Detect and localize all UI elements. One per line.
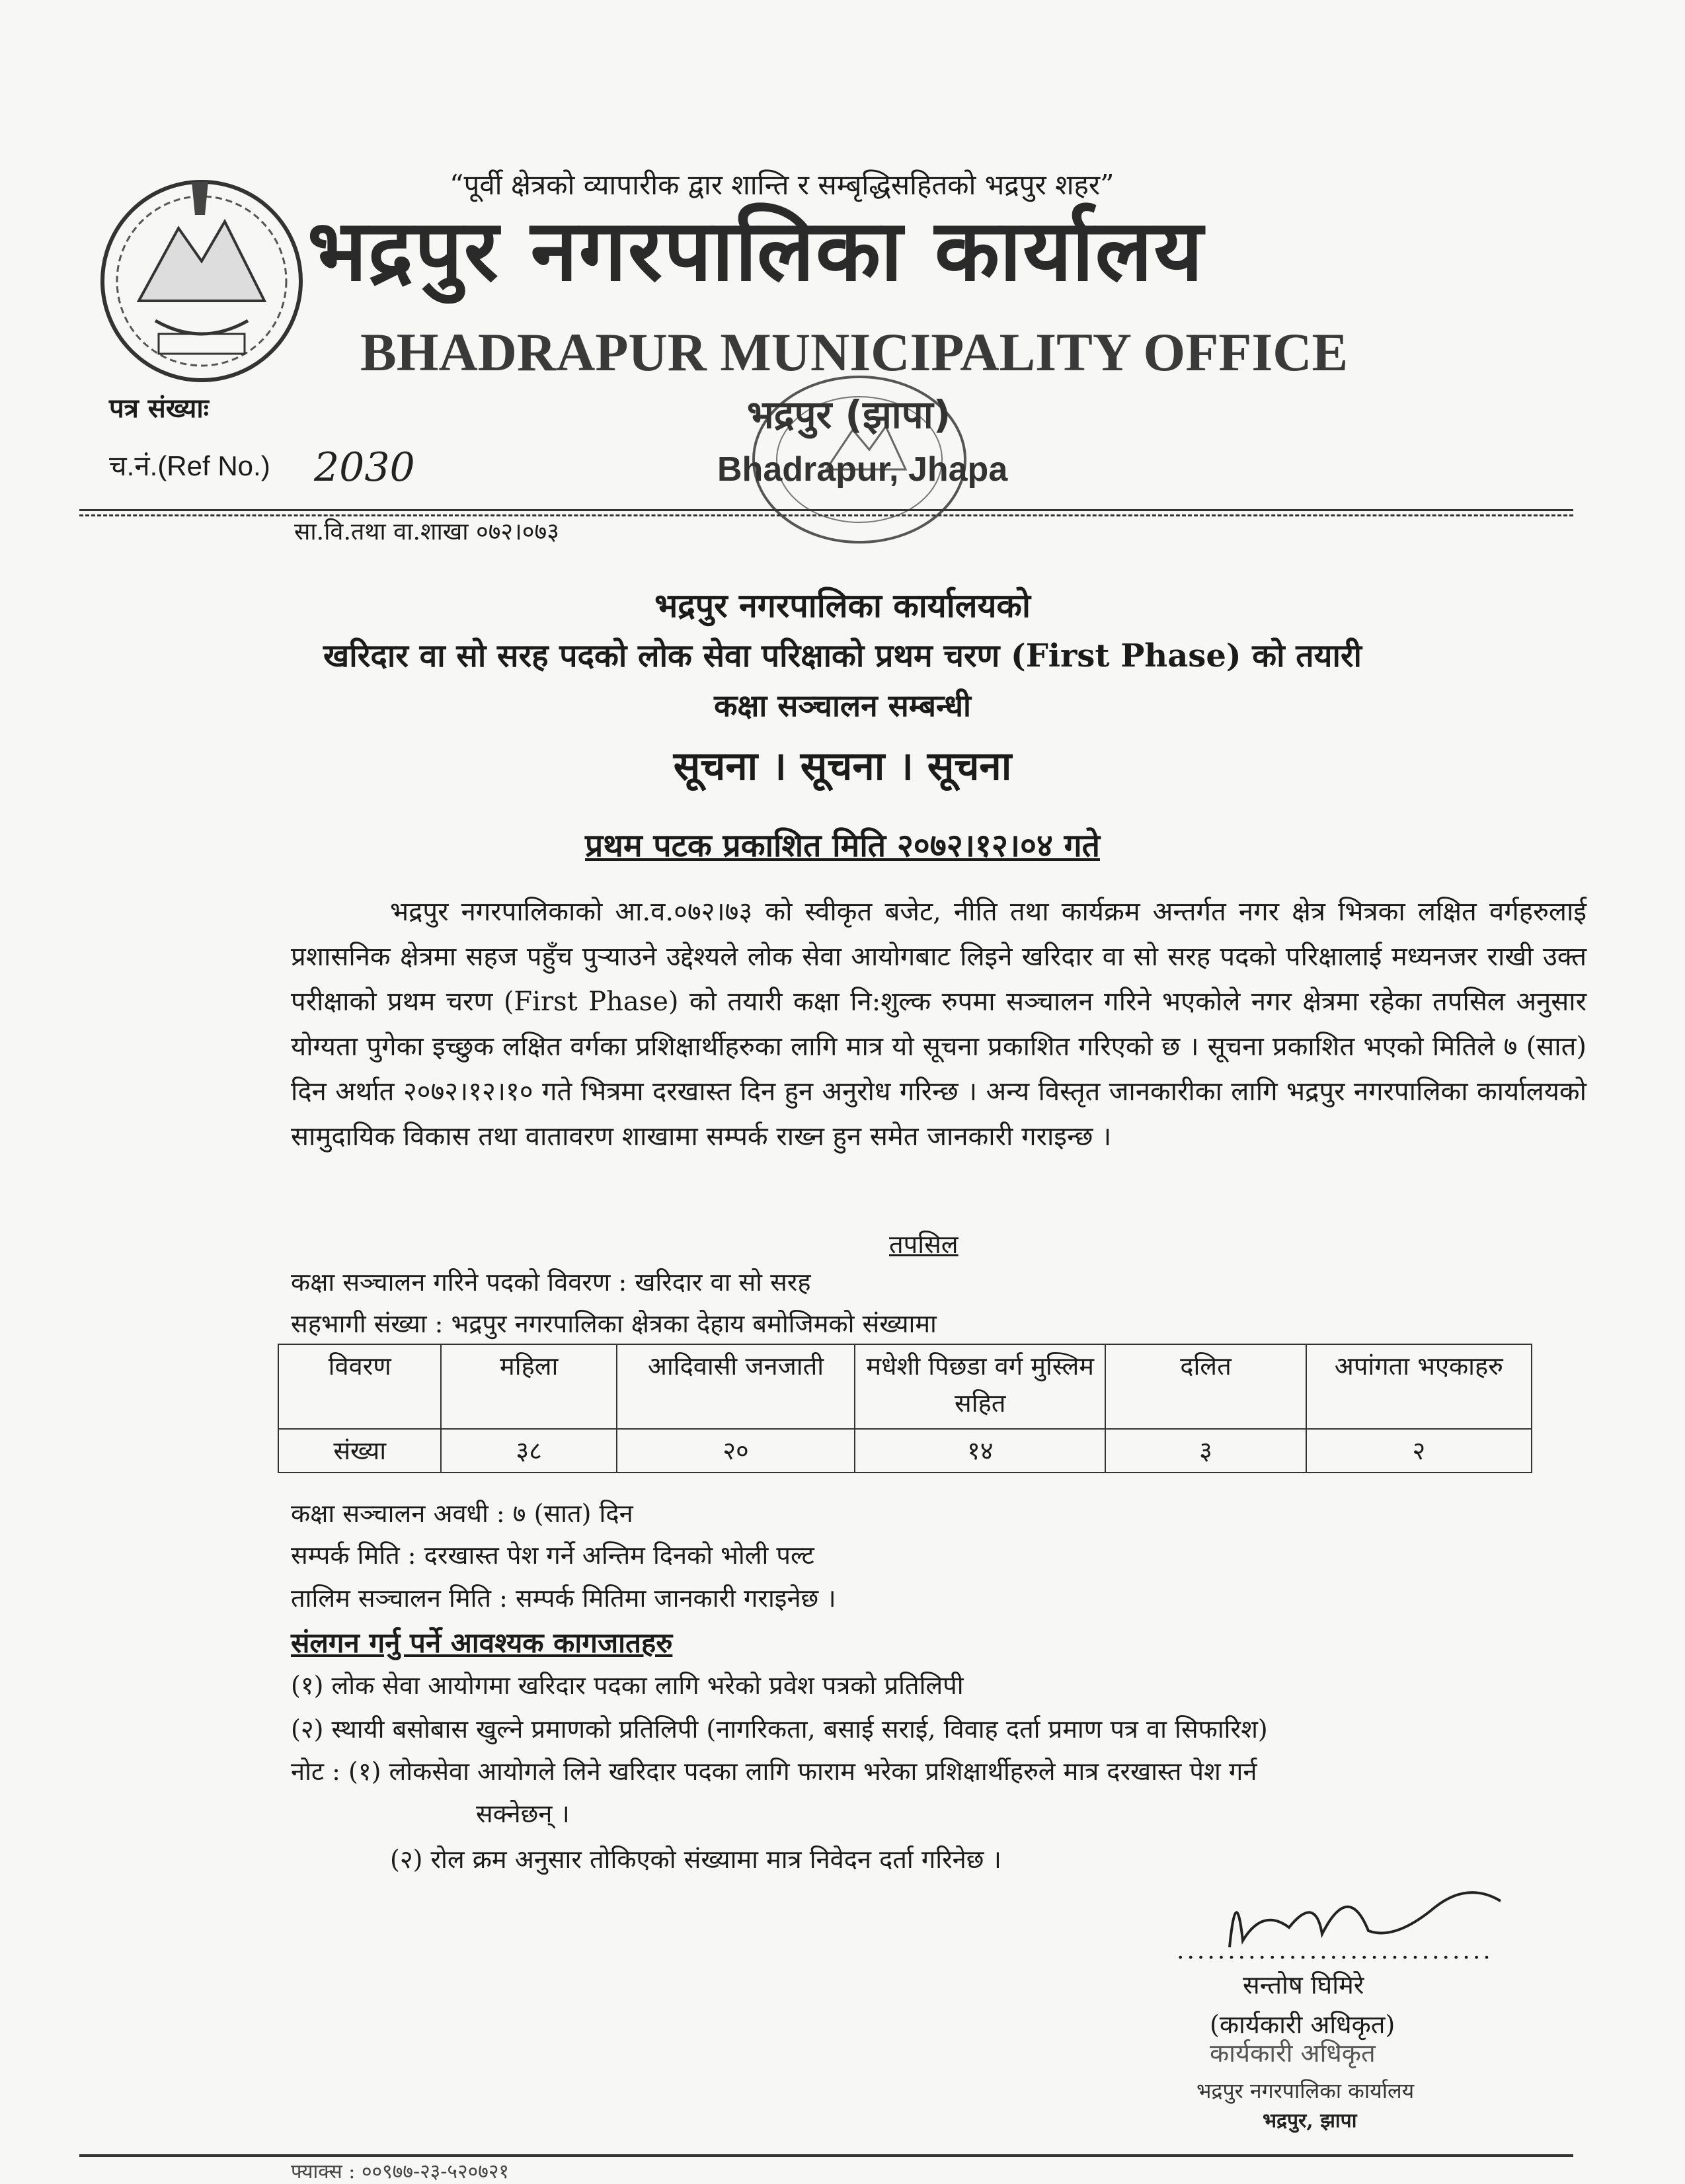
office-title-english: BHADRAPUR MUNICIPALITY OFFICE — [360, 322, 1349, 382]
participant-count-line: सहभागी संख्या : भद्रपुर नगरपालिका क्षेत्रका देहाय बमोजिमको संख्यामा — [291, 1309, 937, 1338]
table-header-cell: अपांगता भएकाहरु — [1306, 1344, 1532, 1429]
attachments-heading: संलगन गर्नु पर्ने आवश्यक कागजातहरु — [291, 1627, 673, 1659]
ref-number-label: च.नं.(Ref No.) — [109, 450, 270, 481]
attachment-item-2: (२) स्थायी बसोबास खुल्ने प्रमाणको प्रतिलिपी (नागरिकता, बसाई सराई, विवाह दर्ता प्रमाण पत्र वा सिफारिश) — [291, 1715, 1268, 1744]
table-header-cell: दलित — [1105, 1344, 1306, 1429]
location-nepali: भद्रपुर (झापा) — [747, 392, 951, 437]
nepal-government-emblem-icon — [93, 169, 311, 387]
class-duration: कक्षा सञ्चालन अवधी : ७ (सात) दिन — [291, 1499, 633, 1528]
signatory-name: सन्तोष घिमिरे — [1243, 1970, 1364, 2000]
post-detail-line: कक्षा सञ्चालन गरिने पदको विवरण : खरिदार वा सो सरह — [291, 1268, 811, 1297]
stamp-office: भद्रपुर नगरपालिका कार्यालय — [1196, 2078, 1415, 2103]
header-divider — [79, 509, 1573, 511]
table-row — [278, 1429, 1532, 1473]
table-cell: ३ — [1105, 1429, 1306, 1473]
notice-body-paragraph: भद्रपुर नगरपालिकाको आ.व.०७२।७३ को स्वीकृत बजेट, नीति तथा कार्यक्रम अन्तर्गत नगर क्षेत्र भित्रका लक्षित वर्गहरुलाई प्रशासनिक क्षेत्रमा सहज पहुँच पुऱ्याउने उद्देश्यले लोक सेवा आयोगबाट लिइने खरिदार वा सो सरह पदको परिक्षालाई मध्यनजर राखी उक्त परीक्षाको प्रथम चरण (First Phase) को तयारी कक्षा नि:शुल्क रुपमा सञ्चालन गरिने भएकोले नगर क्षेत्रमा रहेका तपसिल अनुसार योग्यता पुगेका इच्छुक लक्षित वर्गका प्रशिक्षार्थीहरुका लागि मात्र यो सूचना प्रकाशित गरिएको छ । सूचना प्रकाशित भएको मितिले ७ (सात) दिन अर्थात २०७२।१२।१० गते भित्रमा दरखास्त दिन हुन अनुरोध गरिन्छ । अन्य विस्तृत जानकारीका लागि भद्रपुर नगरपालिका कार्यालयको सामुदायिक विकास तथा वातावरण शाखामा सम्पर्क राख्न हुन समेत जानकारी गराइन्छ । — [291, 897, 1587, 1152]
contact-date: सम्पर्क मिति : दरखास्त पेश गर्ने अन्तिम दिनको भोली पल्ट — [291, 1541, 814, 1570]
stamp-place: भद्रपुर, झापा — [1263, 2109, 1357, 2132]
notice-heading-suchana: सूचना । सूचना । सूचना — [673, 743, 1012, 789]
participant-table — [278, 1344, 1532, 1473]
location-english: Bhadrapur, Jhapa — [717, 450, 1008, 489]
table-header-cell: मधेशी पिछडा वर्ग मुस्लिम सहित — [855, 1344, 1105, 1429]
signature-line: ............................... — [1177, 1937, 1493, 1964]
attachment-item-1: (१) लोक सेवा आयोगमा खरिदार पदका लागि भरेको प्रवेश पत्रको प्रतिलिपी — [291, 1671, 964, 1700]
notice-heading-office: भद्रपुर नगरपालिका कार्यालयको — [654, 586, 1031, 625]
office-title-nepali: भद्रपुर नगरपालिका कार्यालय — [307, 202, 1204, 300]
note-1-continued: सक्नेछन् । — [476, 1799, 570, 1828]
table-header-cell: आदिवासी जनजाती — [617, 1344, 855, 1429]
letter-number-label: पत्र संख्याः — [109, 393, 209, 424]
ref-number-handwritten: 2030 — [314, 444, 415, 491]
table-cell: संख्या — [278, 1429, 441, 1473]
notice-heading-subject: खरिदार वा सो सरह पदको लोक सेवा परिक्षाको प्रथम चरण (First Phase) को तयारी — [323, 637, 1362, 674]
footer-contact: फ्याक्स : ००९७७-२३-५२०७२१ — [291, 2160, 510, 2183]
table-cell: १४ — [855, 1429, 1105, 1473]
table-header-cell: महिला — [441, 1344, 616, 1429]
table-header-cell: विवरण — [278, 1344, 441, 1429]
table-cell: ३८ — [441, 1429, 616, 1473]
office-motto: “पूर्वी क्षेत्रको व्यापारीक द्वार शान्ति र सम्बृद्धिसहितको भद्रपुर शहर” — [450, 169, 1115, 201]
notice-heading-class: कक्षा सञ्चालन सम्बन्धी — [714, 688, 971, 723]
table-header-row — [278, 1344, 1532, 1429]
table-cell: २ — [1306, 1429, 1532, 1473]
note-2: (२) रोल क्रम अनुसार तोकिएको संख्यामा मात्र निवेदन दर्ता गरिनेछ । — [390, 1845, 1001, 1874]
tapasil-heading: तपसिल — [889, 1230, 959, 1259]
stamp-title: कार्यकारी अधिकृत — [1210, 2039, 1376, 2068]
published-date: प्रथम पटक प्रकाशित मिति २०७२।१२।०४ गते — [585, 827, 1100, 864]
table-cell: २० — [617, 1429, 855, 1473]
branch-reference: सा.वि.तथा वा.शाखा ०७२।०७३ — [294, 518, 559, 546]
training-date: तालिम सञ्चालन मिति : सम्पर्क मितिमा जानकारी गराइनेछ । — [291, 1584, 836, 1613]
signatory-title: (कार्यकारी अधिकृत) — [1210, 2010, 1395, 2039]
note-1: नोट : (१) लोकसेवा आयोगले लिने खरिदार पदका लागि फाराम भरेका प्रशिक्षार्थीहरुले मात्र दरखास्त पेश गर्न — [291, 1757, 1257, 1786]
